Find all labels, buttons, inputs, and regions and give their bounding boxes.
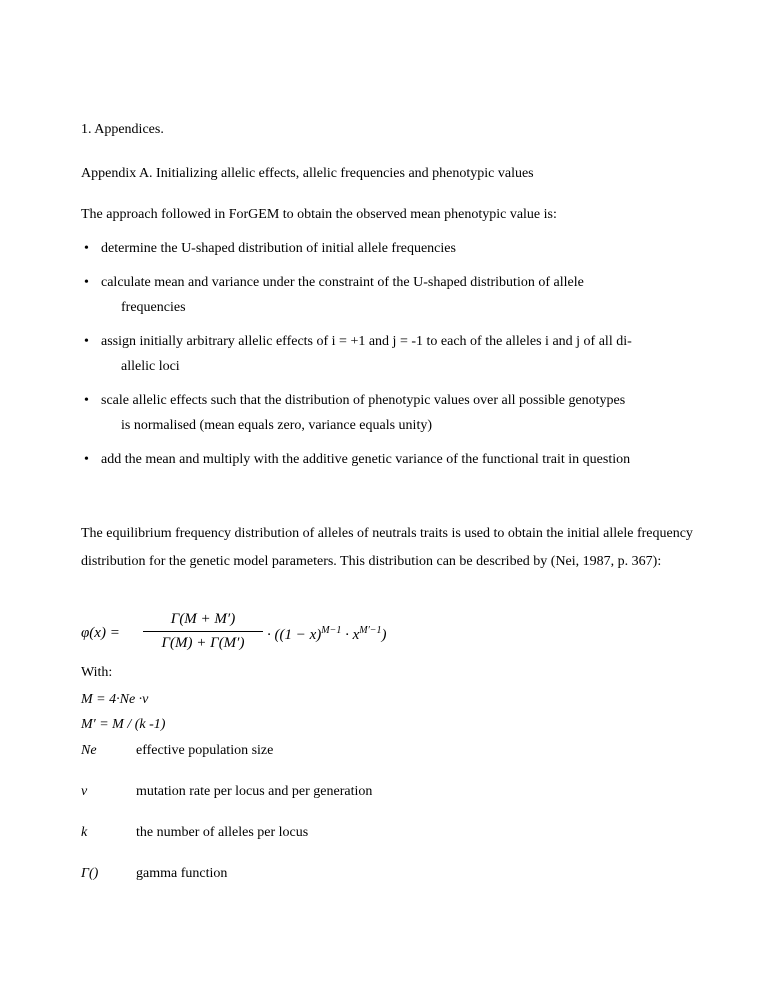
bullet-icon: • <box>84 452 89 467</box>
bullet-icon: • <box>84 393 89 408</box>
list-item: • calculate mean and variance under the constraint of the U-shaped distribution of allele frequencies <box>81 270 721 320</box>
approach-intro: The approach followed in ForGEM to obtain the observed mean phenotypic value is: <box>81 207 557 222</box>
formula-rhs: · $((1 - x)^{M-1} \cdot x^{M'-1})$ <box>267 625 387 643</box>
list-item: • assign initially arbitrary allelic effects of i = +1 and j = -1 to each of the alleles i and j of all di- allelic loci <box>81 329 721 379</box>
formula-lhs: φ(x) = <box>81 625 120 641</box>
section-heading: 1. Appendices. <box>81 122 164 137</box>
formula-fraction <box>143 610 263 653</box>
equation-m-prime: M′ = M / (k -1) <box>81 717 166 732</box>
list-item: • scale allelic effects such that the distribution of phenotypic values over all possible genotypes is normalised (mean equals zero, variance equals unity) <box>81 388 721 438</box>
fraction-bar <box>143 631 263 632</box>
document-page: 1. Appendices. Appendix A. Initializing allelic effects, allelic frequencies and phenotypic values The approach followed in ForGEM to obtain the observed mean phenotypic value is: • determine the U-shaped distribution of initial allele frequencies • calculate mean and variance under the constraint of the U-shaped distribution of allele frequencies • assign initially arbitrary allelic effects of i = +1 and j = -1 to each of the alleles i and j of all di- allelic loci • scale allelic effects such that the distribution of phenotypic values over all possible genotypes is normalised (mean equals zero, variance equals unity) • add the mean and multiply with the additive genetic variance of the functional trait in question The equilibrium frequency distribution of alleles of neutrals traits is used to obtain the initial allele frequency distribution for the genetic model parameters. This distribution can be described by (Nei, 1987, p. 367): φ(x) = Γ(M + M′) Γ(M) + Γ(M′) · $((1 - x)^{M-1} \cdot x^{M'-1})$ With: M = 4·Ne ·v M′ = M / (k -1) Ne effective population size v mutation rate per locus and per generation k the number of alleles per locus Γ() gamma function <box>0 0 768 994</box>
formula-numerator: Γ(M + M′) <box>170 611 236 627</box>
bullet-icon: • <box>84 275 89 290</box>
equilibrium-formula <box>81 610 481 660</box>
equation-m: M = 4·Ne ·v <box>81 692 149 707</box>
list-item: • determine the U-shaped distribution of initial allele frequencies <box>81 236 721 261</box>
distribution-paragraph: The equilibrium frequency distribution of alleles of neutrals traits is used to obtain the initial allele frequency distribution for the genetic model parameters. This distribution can be described by (Nei, 1987, p. 367): <box>81 526 693 569</box>
approach-steps-list <box>81 236 721 481</box>
with-label: With: <box>81 665 113 680</box>
bullet-icon: • <box>84 334 89 349</box>
list-item: • add the mean and multiply with the additive genetic variance of the functional trait in question <box>81 447 721 472</box>
bullet-icon: • <box>84 241 89 256</box>
appendix-title: Appendix A. Initializing allelic effects, allelic frequencies and phenotypic values <box>81 166 534 181</box>
formula-denominator: Γ(M) + Γ(M′) <box>161 635 245 651</box>
